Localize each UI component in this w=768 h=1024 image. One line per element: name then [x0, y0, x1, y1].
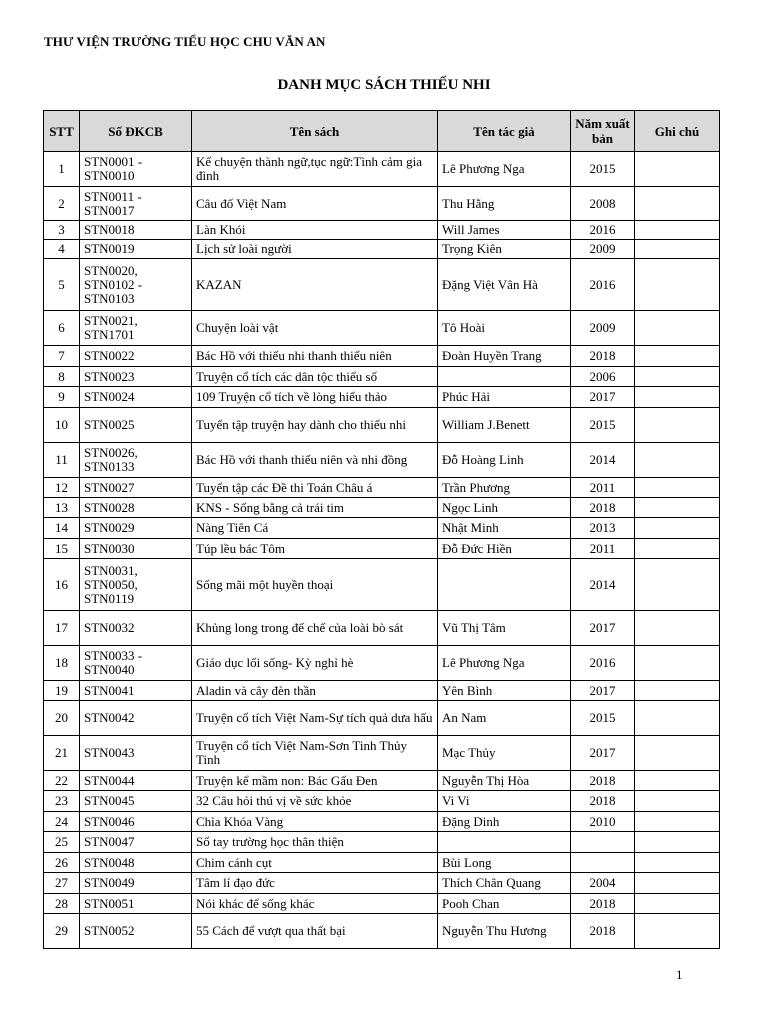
cell-dkcb: STN0023 — [80, 367, 192, 387]
cell-year: 2016 — [571, 221, 635, 240]
cell-note — [635, 853, 720, 873]
cell-stt: 13 — [44, 498, 80, 518]
cell-book-title: Làn Khói — [192, 221, 438, 240]
cell-note — [635, 152, 720, 187]
cell-stt: 26 — [44, 853, 80, 873]
cell-dkcb: STN0025 — [80, 408, 192, 443]
cell-year: 2018 — [571, 894, 635, 914]
table-row — [44, 812, 720, 832]
cell-dkcb: STN0041 — [80, 681, 192, 701]
table-row — [44, 894, 720, 914]
cell-author: Đoàn Huyền Trang — [438, 346, 571, 367]
cell-note — [635, 681, 720, 701]
cell-dkcb: STN0027 — [80, 478, 192, 498]
cell-author: Ngọc Linh — [438, 498, 571, 518]
cell-author: Đỗ Đức Hiền — [438, 539, 571, 559]
table-row — [44, 152, 720, 187]
cell-year: 2018 — [571, 914, 635, 949]
cell-author: Nguyễn Thị Hòa — [438, 771, 571, 791]
cell-stt: 16 — [44, 559, 80, 611]
cell-author — [438, 559, 571, 611]
cell-book-title: Truyện cổ tích Việt Nam-Sự tích quả dưa hấu — [192, 701, 438, 736]
cell-dkcb: STN0052 — [80, 914, 192, 949]
table-row — [44, 914, 720, 949]
cell-book-title: Nói khác để sống khác — [192, 894, 438, 914]
cell-stt: 15 — [44, 539, 80, 559]
cell-book-title: Câu đố Việt Nam — [192, 187, 438, 221]
table-row — [44, 187, 720, 221]
cell-book-title: Bác Hồ với thanh thiếu niên và nhi đồng — [192, 443, 438, 478]
cell-year: 2011 — [571, 478, 635, 498]
table-row — [44, 832, 720, 853]
cell-stt: 5 — [44, 259, 80, 311]
cell-author — [438, 832, 571, 853]
cell-note — [635, 646, 720, 681]
cell-year: 2018 — [571, 498, 635, 518]
cell-stt: 1 — [44, 152, 80, 187]
cell-book-title: Kể chuyện thành ngữ,tục ngữ:Tình cảm gia đình — [192, 152, 438, 187]
cell-stt: 14 — [44, 518, 80, 539]
column-header-author: Tên tác giả — [438, 111, 571, 152]
cell-note — [635, 259, 720, 311]
cell-dkcb: STN0001 - STN0010 — [80, 152, 192, 187]
cell-author: Đỗ Hoàng Linh — [438, 443, 571, 478]
cell-book-title: Truyện cổ tích các dân tộc thiểu số — [192, 367, 438, 387]
cell-note — [635, 771, 720, 791]
cell-year — [571, 853, 635, 873]
cell-year: 2011 — [571, 539, 635, 559]
cell-note — [635, 894, 720, 914]
cell-stt: 28 — [44, 894, 80, 914]
cell-book-title: Khủng long trong đế chế của loài bò sát — [192, 611, 438, 646]
cell-book-title: KAZAN — [192, 259, 438, 311]
cell-author: Will James — [438, 221, 571, 240]
cell-year: 2018 — [571, 346, 635, 367]
table-row — [44, 771, 720, 791]
cell-dkcb: STN0031, STN0050, STN0119 — [80, 559, 192, 611]
cell-note — [635, 498, 720, 518]
cell-year: 2018 — [571, 791, 635, 812]
cell-note — [635, 832, 720, 853]
cell-author: William J.Benett — [438, 408, 571, 443]
cell-stt: 27 — [44, 873, 80, 894]
table-row — [44, 498, 720, 518]
cell-stt: 20 — [44, 701, 80, 736]
cell-note — [635, 478, 720, 498]
cell-author: Yên Bình — [438, 681, 571, 701]
cell-book-title: Sổ tay trường học thân thiện — [192, 832, 438, 853]
cell-stt: 11 — [44, 443, 80, 478]
cell-stt: 29 — [44, 914, 80, 949]
cell-note — [635, 559, 720, 611]
table-row — [44, 611, 720, 646]
cell-book-title: 32 Câu hỏi thú vị về sức khỏe — [192, 791, 438, 812]
cell-note — [635, 518, 720, 539]
cell-author: Phúc Hải — [438, 387, 571, 408]
cell-dkcb: STN0026, STN0133 — [80, 443, 192, 478]
table-row — [44, 701, 720, 736]
library-name: THƯ VIỆN TRƯỜNG TIỂU HỌC CHU VĂN AN — [44, 34, 326, 49]
cell-book-title: Tâm lí đạo đức — [192, 873, 438, 894]
cell-author — [438, 367, 571, 387]
cell-book-title: Tuyển tập truyện hay dành cho thiếu nhi — [192, 408, 438, 443]
page-number: 1 — [676, 967, 683, 982]
table-row — [44, 736, 720, 771]
cell-stt: 22 — [44, 771, 80, 791]
cell-book-title: Sống mãi một huyền thoại — [192, 559, 438, 611]
cell-year: 2009 — [571, 240, 635, 259]
cell-year: 2016 — [571, 646, 635, 681]
cell-year: 2009 — [571, 311, 635, 346]
table-row — [44, 559, 720, 611]
cell-book-title: Túp lều bác Tôm — [192, 539, 438, 559]
column-header-stt: STT — [44, 111, 80, 152]
cell-note — [635, 443, 720, 478]
cell-year: 2017 — [571, 387, 635, 408]
cell-note — [635, 791, 720, 812]
table-row — [44, 346, 720, 367]
cell-year: 2017 — [571, 611, 635, 646]
cell-stt: 23 — [44, 791, 80, 812]
cell-note — [635, 187, 720, 221]
cell-book-title: Aladin và cây đèn thần — [192, 681, 438, 701]
cell-stt: 8 — [44, 367, 80, 387]
cell-note — [635, 539, 720, 559]
column-header-note: Ghi chú — [635, 111, 720, 152]
cell-book-title: Giáo dục lối sống- Kỳ nghỉ hè — [192, 646, 438, 681]
cell-author: Vi Vi — [438, 791, 571, 812]
cell-stt: 24 — [44, 812, 80, 832]
table-row — [44, 387, 720, 408]
table-row — [44, 221, 720, 240]
table-row — [44, 791, 720, 812]
cell-year: 2014 — [571, 443, 635, 478]
cell-note — [635, 736, 720, 771]
cell-stt: 2 — [44, 187, 80, 221]
cell-note — [635, 387, 720, 408]
cell-year: 2010 — [571, 812, 635, 832]
cell-year: 2008 — [571, 187, 635, 221]
cell-book-title: Truyện kể mầm non: Bác Gấu Đen — [192, 771, 438, 791]
cell-stt: 17 — [44, 611, 80, 646]
cell-note — [635, 221, 720, 240]
cell-book-title: Chìa Khóa Vàng — [192, 812, 438, 832]
cell-dkcb: STN0043 — [80, 736, 192, 771]
cell-stt: 4 — [44, 240, 80, 259]
cell-author: Bùi Long — [438, 853, 571, 873]
table-row — [44, 646, 720, 681]
cell-dkcb: STN0033 - STN0040 — [80, 646, 192, 681]
cell-book-title: Chuyện loài vật — [192, 311, 438, 346]
table-row — [44, 681, 720, 701]
cell-dkcb: STN0032 — [80, 611, 192, 646]
table-row — [44, 408, 720, 443]
cell-author: Trọng Kiên — [438, 240, 571, 259]
cell-dkcb: STN0042 — [80, 701, 192, 736]
cell-author: Tô Hoài — [438, 311, 571, 346]
cell-author: Nguyễn Thu Hương — [438, 914, 571, 949]
cell-stt: 18 — [44, 646, 80, 681]
cell-dkcb: STN0049 — [80, 873, 192, 894]
cell-stt: 25 — [44, 832, 80, 853]
cell-author: Mạc Thủy — [438, 736, 571, 771]
table-row — [44, 240, 720, 259]
cell-note — [635, 873, 720, 894]
cell-dkcb: STN0047 — [80, 832, 192, 853]
cell-author: Đặng Dinh — [438, 812, 571, 832]
table-row — [44, 259, 720, 311]
cell-author: An Nam — [438, 701, 571, 736]
cell-book-title: KNS - Sống bằng cả trái tim — [192, 498, 438, 518]
cell-note — [635, 812, 720, 832]
column-header-dkcb: Số ĐKCB — [80, 111, 192, 152]
cell-year: 2014 — [571, 559, 635, 611]
table-row — [44, 539, 720, 559]
cell-note — [635, 408, 720, 443]
table-row — [44, 443, 720, 478]
cell-year — [571, 832, 635, 853]
cell-note — [635, 367, 720, 387]
column-header-book-title: Tên sách — [192, 111, 438, 152]
document-title: DANH MỤC SÁCH THIẾU NHI — [277, 77, 491, 93]
cell-stt: 7 — [44, 346, 80, 367]
cell-dkcb: STN0029 — [80, 518, 192, 539]
cell-note — [635, 611, 720, 646]
cell-year: 2017 — [571, 681, 635, 701]
cell-note — [635, 701, 720, 736]
table-row — [44, 518, 720, 539]
cell-dkcb: STN0048 — [80, 853, 192, 873]
cell-author: Thu Hằng — [438, 187, 571, 221]
book-catalog-table — [43, 110, 720, 949]
cell-stt: 3 — [44, 221, 80, 240]
cell-dkcb: STN0018 — [80, 221, 192, 240]
cell-dkcb: STN0020, STN0102 - STN0103 — [80, 259, 192, 311]
cell-dkcb: STN0019 — [80, 240, 192, 259]
cell-dkcb: STN0011 - STN0017 — [80, 187, 192, 221]
cell-dkcb: STN0030 — [80, 539, 192, 559]
cell-stt: 19 — [44, 681, 80, 701]
cell-book-title: 55 Cách để vượt qua thất bại — [192, 914, 438, 949]
cell-year: 2016 — [571, 259, 635, 311]
table-row — [44, 853, 720, 873]
cell-dkcb: STN0028 — [80, 498, 192, 518]
cell-author: Trần Phương — [438, 478, 571, 498]
cell-book-title: Chim cánh cụt — [192, 853, 438, 873]
cell-author: Thích Chân Quang — [438, 873, 571, 894]
cell-year: 2004 — [571, 873, 635, 894]
cell-dkcb: STN0045 — [80, 791, 192, 812]
cell-author: Lê Phương Nga — [438, 152, 571, 187]
cell-note — [635, 346, 720, 367]
cell-book-title: Lịch sử loài người — [192, 240, 438, 259]
cell-year: 2006 — [571, 367, 635, 387]
cell-dkcb: STN0021, STN1701 — [80, 311, 192, 346]
cell-note — [635, 914, 720, 949]
table-row — [44, 311, 720, 346]
cell-stt: 12 — [44, 478, 80, 498]
cell-book-title: Nàng Tiên Cá — [192, 518, 438, 539]
cell-author: Vũ Thị Tâm — [438, 611, 571, 646]
cell-note — [635, 240, 720, 259]
cell-dkcb: STN0024 — [80, 387, 192, 408]
cell-author: Đặng Việt Vân Hà — [438, 259, 571, 311]
cell-year: 2017 — [571, 736, 635, 771]
cell-dkcb: STN0044 — [80, 771, 192, 791]
cell-author: Lê Phương Nga — [438, 646, 571, 681]
cell-note — [635, 311, 720, 346]
cell-dkcb: STN0022 — [80, 346, 192, 367]
cell-dkcb: STN0051 — [80, 894, 192, 914]
cell-year: 2015 — [571, 152, 635, 187]
column-header-year: Năm xuất bản — [571, 111, 635, 152]
table-row — [44, 478, 720, 498]
cell-author: Pooh Chan — [438, 894, 571, 914]
cell-dkcb: STN0046 — [80, 812, 192, 832]
cell-author: Nhật Minh — [438, 518, 571, 539]
cell-year: 2015 — [571, 408, 635, 443]
table-row — [44, 367, 720, 387]
cell-book-title: 109 Truyện cổ tích về lòng hiếu thảo — [192, 387, 438, 408]
cell-year: 2018 — [571, 771, 635, 791]
cell-year: 2013 — [571, 518, 635, 539]
cell-book-title: Tuyển tập các Đề thi Toán Châu á — [192, 478, 438, 498]
cell-year: 2015 — [571, 701, 635, 736]
cell-book-title: Truyện cổ tích Việt Nam-Sơn Tinh Thủy Tinh — [192, 736, 438, 771]
cell-stt: 9 — [44, 387, 80, 408]
cell-stt: 6 — [44, 311, 80, 346]
cell-book-title: Bác Hồ với thiếu nhi thanh thiếu niên — [192, 346, 438, 367]
cell-stt: 21 — [44, 736, 80, 771]
table-header-row — [44, 111, 720, 152]
cell-stt: 10 — [44, 408, 80, 443]
table-row — [44, 873, 720, 894]
